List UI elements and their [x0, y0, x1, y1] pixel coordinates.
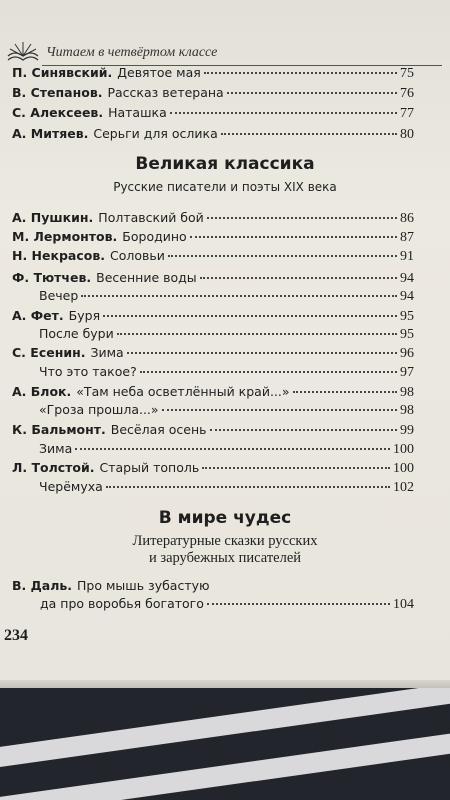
toc-author: В. Степанов. [12, 85, 103, 100]
toc-page: 95 [400, 309, 414, 324]
toc-title: Зима [39, 441, 73, 456]
toc-title: Старый тополь [99, 460, 200, 475]
toc-entry [34, 402, 414, 419]
toc-page: 98 [400, 385, 414, 400]
toc-page: 76 [400, 86, 414, 101]
open-book-icon [6, 38, 40, 64]
toc-author: Ф. Тютчев. [12, 270, 92, 285]
running-head: Читаем в четвёртом классе [46, 45, 218, 60]
toc-title: Весёлая осень [110, 422, 207, 437]
toc-page: 99 [400, 423, 414, 438]
toc-title: Бородино [122, 229, 187, 244]
toc-page: 104 [393, 597, 414, 612]
toc-author: А. Фет. [12, 308, 64, 323]
toc-title: «Там неба осветлённый край...» [76, 384, 290, 399]
fabric-stripe [0, 724, 450, 800]
toc-page: 87 [400, 230, 414, 245]
toc-entry [12, 210, 414, 227]
toc-page: 96 [400, 346, 414, 361]
toc-page: 94 [400, 289, 414, 304]
toc-author: А. Митяев. [12, 126, 89, 141]
toc-title: Рассказ ветерана [107, 85, 224, 100]
leader-dots [170, 112, 397, 114]
leader-dots [221, 133, 397, 135]
leader-dots [168, 255, 397, 257]
section-subtitle: Русские писатели и поэты XIX века [113, 180, 337, 194]
section-title: В мире чудес [158, 508, 292, 528]
leader-dots [227, 92, 397, 94]
toc-entry [12, 105, 414, 122]
toc-author: С. Есенин. [12, 345, 86, 360]
section-title: Великая классика [135, 154, 315, 174]
background-fabric [0, 688, 450, 800]
leader-dots [127, 352, 397, 354]
toc-title: Весенние воды [96, 270, 197, 285]
toc-entry [12, 270, 414, 287]
toc-entry [34, 288, 414, 305]
toc-author: В. Даль. [12, 578, 73, 593]
toc-title: Девятое мая [117, 65, 201, 80]
leader-dots [207, 217, 397, 219]
leader-dots [75, 448, 390, 450]
section-subtitle: и зарубежных писателей [148, 550, 302, 566]
toc-entry [12, 248, 414, 265]
toc-title: После бури [39, 326, 114, 341]
toc-title: Вечер [39, 288, 79, 303]
toc-title: Зима [90, 345, 124, 360]
toc-entry [12, 65, 414, 82]
toc-entry [12, 578, 414, 593]
leader-dots [210, 429, 397, 431]
leader-dots [293, 391, 397, 393]
toc-entry [12, 126, 414, 143]
toc-page: 91 [400, 249, 414, 264]
leader-dots [200, 277, 397, 279]
leader-dots [204, 72, 397, 74]
toc-page: 94 [400, 271, 414, 286]
toc-title: Серьги для ослика [93, 126, 218, 141]
toc-author: Л. Толстой. [12, 460, 95, 475]
leader-dots [106, 486, 390, 488]
toc-entry [12, 229, 414, 246]
toc-author: Н. Некрасов. [12, 248, 106, 263]
leader-dots [117, 333, 397, 335]
leader-dots [140, 371, 397, 373]
toc-author: А. Блок. [12, 384, 72, 399]
toc-entry [34, 364, 414, 381]
toc-title: Черёмуха [39, 479, 103, 494]
toc-page: 95 [400, 327, 414, 342]
toc-entry [12, 422, 414, 439]
toc-author: С. Алексеев. [12, 105, 104, 120]
toc-title: Полтавский бой [98, 210, 204, 225]
toc-entry [12, 308, 414, 325]
toc-entry [12, 85, 414, 102]
toc-page: 100 [393, 442, 414, 457]
leader-dots [202, 467, 390, 469]
toc-entry [12, 345, 414, 362]
leader-dots [103, 315, 397, 317]
page-number: 234 [4, 627, 28, 644]
toc-entry [34, 441, 414, 458]
toc-title: «Гроза прошла...» [39, 402, 159, 417]
leader-dots [207, 603, 390, 605]
leader-dots [190, 236, 397, 238]
toc-author: К. Бальмонт. [12, 422, 106, 437]
toc-author: М. Лермонтов. [12, 229, 118, 244]
toc-title: Соловьи [110, 248, 165, 263]
toc-page: 102 [393, 480, 414, 495]
toc-title: Что это такое? [39, 364, 137, 379]
toc-page: 75 [400, 66, 414, 81]
toc-entry [12, 384, 414, 401]
toc-page: 80 [400, 127, 414, 142]
leader-dots [162, 409, 397, 411]
toc-page: 77 [400, 106, 414, 121]
toc-author: А. Пушкин. [12, 210, 94, 225]
toc-entry [12, 460, 414, 477]
toc-page: 98 [400, 403, 414, 418]
toc-entry [34, 326, 414, 343]
toc-page: 100 [393, 461, 414, 476]
toc-title: Наташка [108, 105, 167, 120]
toc-page: 97 [400, 365, 414, 380]
section-subtitle: Литературные сказки русских [132, 533, 318, 549]
toc-entry [34, 479, 414, 496]
toc-title: Про мышь зубастую [77, 578, 210, 593]
toc-entry [40, 596, 414, 613]
toc-title: да про воробья богатого [40, 596, 204, 611]
leader-dots [81, 295, 397, 297]
toc-author: П. Синявский. [12, 65, 113, 80]
page-header [6, 38, 446, 66]
toc-title: Буря [68, 308, 101, 323]
toc-page: 86 [400, 211, 414, 226]
